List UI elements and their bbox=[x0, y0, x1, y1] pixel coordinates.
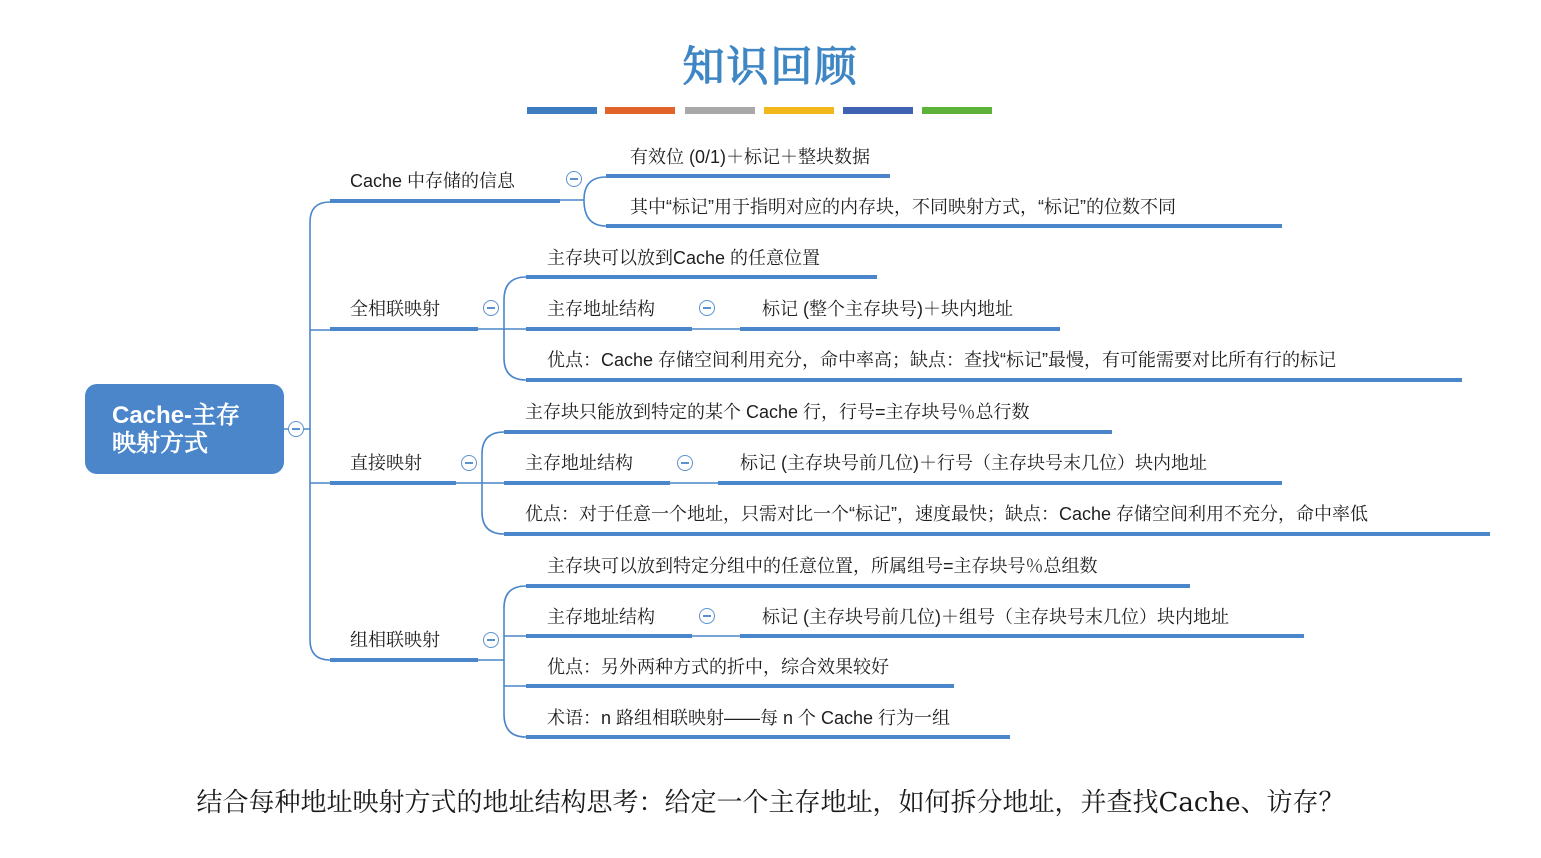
collapse-set-assoc-address-icon[interactable] bbox=[699, 608, 715, 624]
leaf-direct-1[interactable]: 主存块只能放到特定的某个 Cache 行，行号=主存块号％总行数 bbox=[525, 402, 1030, 422]
leaf-set-assoc-3[interactable]: 优点：另外两种方式的折中，综合效果较好 bbox=[547, 657, 889, 677]
branch-full-assoc[interactable]: 全相联映射 bbox=[350, 299, 440, 319]
leaf-full-assoc-address[interactable]: 主存地址结构 bbox=[547, 299, 655, 319]
leaf-full-assoc-1[interactable]: 主存块可以放到Cache 的任意位置 bbox=[547, 248, 821, 268]
bottom-question: 结合每种地址映射方式的地址结构思考：给定一个主存地址，如何拆分地址，并查找Cache、访存？ bbox=[196, 788, 1345, 818]
leaf-full-assoc-address-detail[interactable]: 标记 (整个主存块号)＋块内地址 bbox=[762, 299, 1013, 319]
leaf-set-assoc-address[interactable]: 主存地址结构 bbox=[547, 607, 655, 627]
root-label-line2: 映射方式 bbox=[112, 430, 208, 457]
collapse-full-assoc-icon[interactable] bbox=[483, 300, 499, 316]
leaf-set-assoc-address-detail[interactable]: 标记 (主存块号前几位)＋组号（主存块号末几位）块内地址 bbox=[762, 607, 1229, 627]
collapse-cache-info-icon[interactable] bbox=[566, 171, 582, 187]
collapse-root-icon[interactable] bbox=[288, 421, 304, 437]
root-node[interactable] bbox=[85, 384, 284, 474]
leaf-cache-info-2[interactable]: 其中“标记”用于指明对应的内存块，不同映射方式，“标记”的位数不同 bbox=[630, 197, 1176, 217]
leaf-set-assoc-1[interactable]: 主存块可以放到特定分组中的任意位置，所属组号=主存块号％总组数 bbox=[547, 556, 1098, 576]
collapse-direct-icon[interactable] bbox=[461, 455, 477, 471]
collapse-set-assoc-icon[interactable] bbox=[483, 632, 499, 648]
leaf-direct-address-detail[interactable]: 标记 (主存块号前几位)＋行号（主存块号末几位）块内地址 bbox=[740, 453, 1207, 473]
branch-cache-info[interactable]: Cache 中存储的信息 bbox=[350, 171, 516, 191]
leaf-cache-info-1[interactable]: 有效位 (0/1)＋标记＋整块数据 bbox=[630, 147, 871, 167]
branch-direct[interactable]: 直接映射 bbox=[350, 453, 422, 473]
collapse-full-assoc-address-icon[interactable] bbox=[699, 300, 715, 316]
leaf-direct-3[interactable]: 优点：对于任意一个地址，只需对比一个“标记”，速度最快；缺点：Cache 存储空间利用不充分，命中率低 bbox=[525, 504, 1369, 524]
leaf-full-assoc-3[interactable]: 优点：Cache 存储空间利用充分，命中率高；缺点：查找“标记”最慢，有可能需要对比所有行的标记 bbox=[547, 350, 1337, 370]
collapse-direct-address-icon[interactable] bbox=[677, 455, 693, 471]
leaf-set-assoc-4[interactable]: 术语：n 路组相联映射——每 n 个 Cache 行为一组 bbox=[547, 708, 951, 728]
branch-set-assoc[interactable]: 组相联映射 bbox=[350, 630, 440, 650]
page-title: 知识回顾 bbox=[682, 42, 859, 91]
root-label-line1: Cache-主存 bbox=[112, 402, 241, 429]
leaf-direct-address[interactable]: 主存地址结构 bbox=[525, 453, 633, 473]
